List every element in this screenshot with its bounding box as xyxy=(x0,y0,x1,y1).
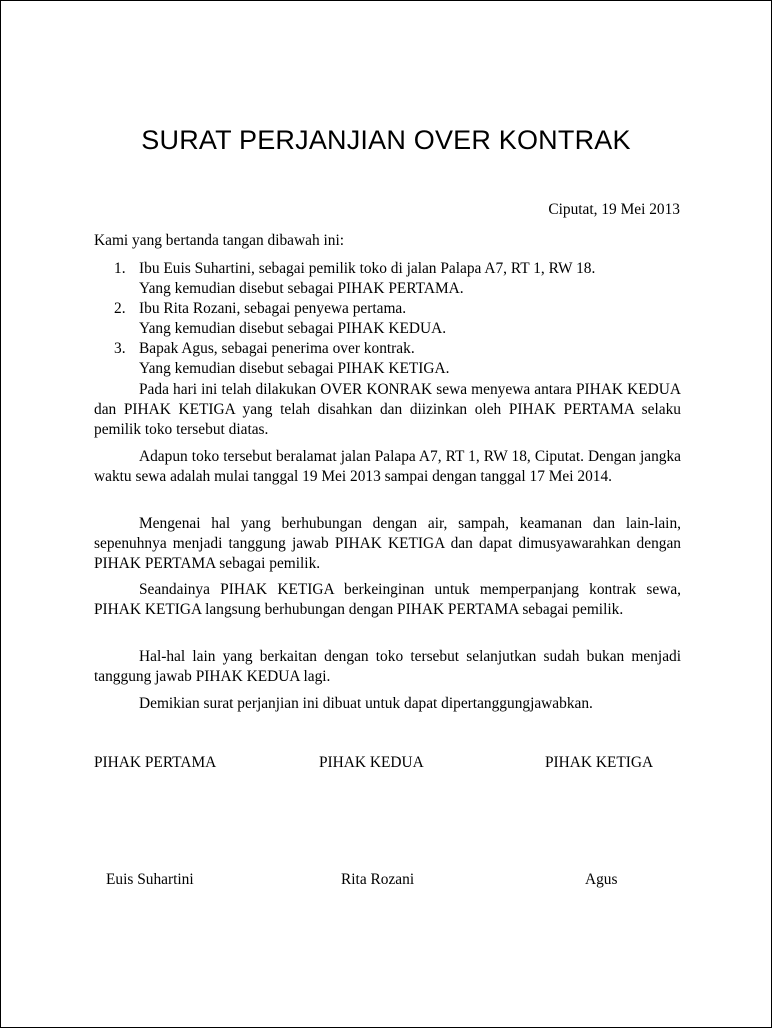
document-title: SURAT PERJANJIAN OVER KONTRAK xyxy=(141,125,631,155)
signature-name-kedua: Rita Rozani xyxy=(341,871,415,888)
paragraph-closing: Demikian surat perjanjian ini dibuat untuk dapat dipertanggungjawabkan. xyxy=(139,695,593,712)
parties-list xyxy=(94,259,684,379)
party-description: Ibu Rita Rozani, sebagai penyewa pertama. xyxy=(139,300,407,317)
list-item xyxy=(94,339,684,379)
paragraph-responsibilities: Mengenai hal yang berhubungan dengan air, sampah, keamanan dan lain-lain, sepenuhnya menjadi tanggung jawab PIHAK KETIGA dan dapat dimusyawarahkan dengan PIHAK PERTAMA sebagai pemilik. xyxy=(94,515,681,572)
signature-role-pertama: PIHAK PERTAMA xyxy=(94,754,217,771)
intro-text: Kami yang bertanda tangan dibawah ini: xyxy=(94,232,345,249)
signature-roles xyxy=(1,753,771,777)
signature-name-ketiga: Agus xyxy=(585,871,618,888)
paragraph-other-matters: Hal-hal lain yang berkaitan dengan toko tersebut selanjutkan sudah bukan menjadi tanggung jawab PIHAK KEDUA lagi. xyxy=(94,648,681,685)
list-number: 1. xyxy=(114,260,126,277)
paragraph-address-period: Adapun toko tersebut beralamat jalan Palapa A7, RT 1, RW 18, Ciputat. Dengan jangka waktu sewa adalah mulai tanggal 19 Mei 2013 sampai dengan tanggal 17 Mei 2014. xyxy=(94,448,681,485)
party-description: Bapak Agus, sebagai penerima over kontrak. xyxy=(139,340,415,357)
list-number: 2. xyxy=(114,300,126,317)
party-description: Ibu Euis Suhartini, sebagai pemilik toko di jalan Palapa A7, RT 1, RW 18. xyxy=(139,260,596,277)
paragraph-over-kontrak: Pada hari ini telah dilakukan OVER KONRAK sewa menyewa antara PIHAK KEDUA dan PIHAK KETIGA yang telah disahkan dan diizinkan oleh PIHAK PERTAMA selaku pemilik toko tersebut diatas. xyxy=(94,381,681,438)
place-date: Ciputat, 19 Mei 2013 xyxy=(548,201,680,218)
list-item xyxy=(94,259,684,299)
party-designation: Yang kemudian disebut sebagai PIHAK KETIGA. xyxy=(139,360,450,377)
party-designation: Yang kemudian disebut sebagai PIHAK KEDUA. xyxy=(139,320,447,337)
signature-names xyxy=(1,870,771,894)
party-designation: Yang kemudian disebut sebagai PIHAK PERTAMA. xyxy=(139,280,464,297)
signature-name-pertama: Euis Suhartini xyxy=(106,871,194,888)
list-number: 3. xyxy=(114,340,126,357)
signature-role-kedua: PIHAK KEDUA xyxy=(319,754,424,771)
paragraph-extension: Seandainya PIHAK KETIGA berkeinginan untuk memperpanjang kontrak sewa, PIHAK KETIGA langsung berhubungan dengan PIHAK PERTAMA sebagai pemilik. xyxy=(94,581,681,618)
list-item xyxy=(94,299,684,339)
signature-role-ketiga: PIHAK KETIGA xyxy=(545,754,654,771)
